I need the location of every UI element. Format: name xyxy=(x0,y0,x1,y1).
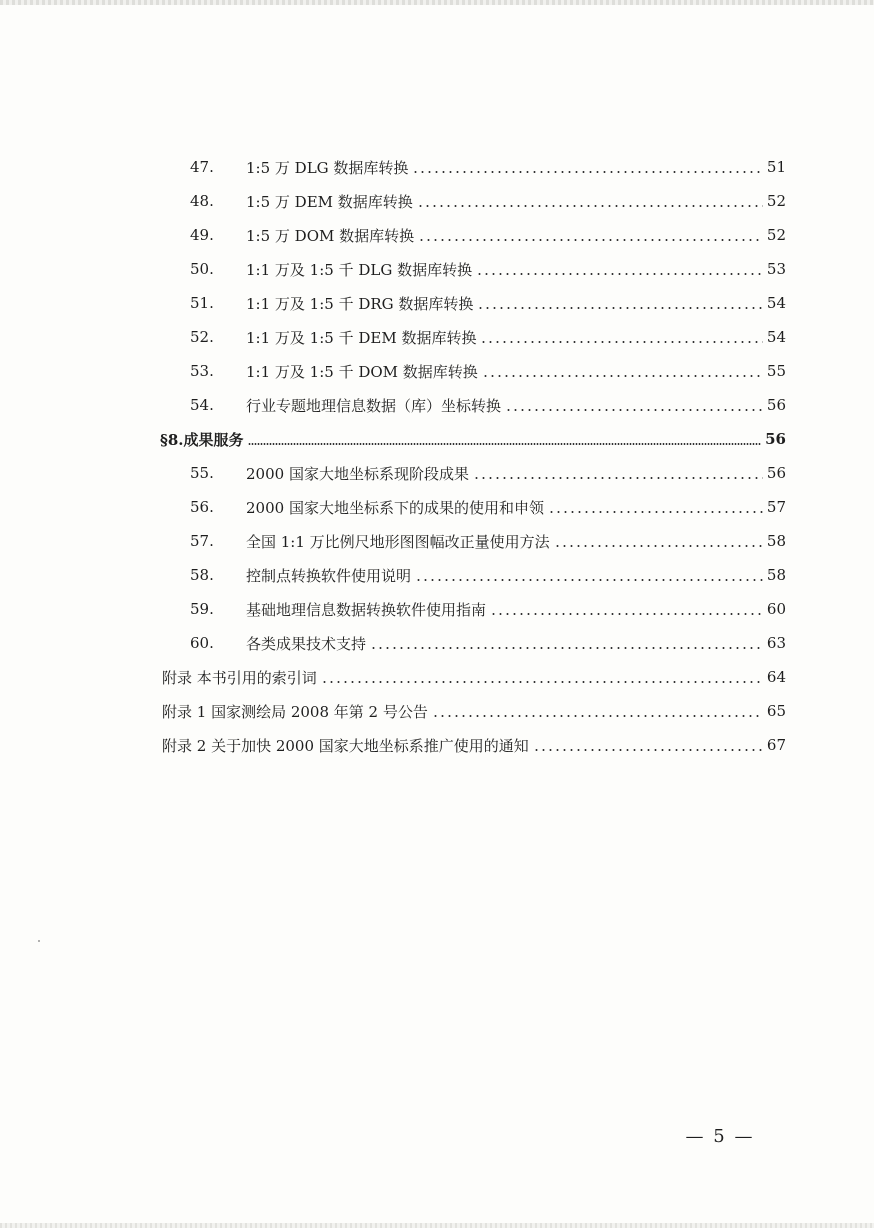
toc-entry-number: 58. xyxy=(190,566,214,584)
toc-entry-title: 各类成果技术支持 xyxy=(246,634,367,653)
toc-entry-number: 57. xyxy=(190,532,214,550)
toc-entry-title: 1:1 万及 1:5 千 DLG 数据库转换 xyxy=(246,260,473,279)
toc-entry-page: 55 xyxy=(766,362,786,380)
dot-leader xyxy=(432,715,763,717)
toc-entry-47[interactable] xyxy=(190,154,786,180)
toc-entry-number: 59. xyxy=(190,600,214,618)
toc-entry-page: 54 xyxy=(766,328,786,346)
toc-entry-title: 1:1 万及 1:5 千 DOM 数据库转换 xyxy=(246,362,478,381)
toc-entry-page: 54 xyxy=(766,294,786,312)
toc-entry-53[interactable] xyxy=(190,358,786,384)
toc-entry-48[interactable] xyxy=(190,188,786,214)
toc-entry-number: 52. xyxy=(190,328,214,346)
dot-leader xyxy=(490,613,763,615)
dot-leader xyxy=(554,545,763,547)
toc-entry-page: 67 xyxy=(766,736,786,754)
toc-entry-page: 60 xyxy=(766,600,786,618)
dot-leader xyxy=(482,375,763,377)
toc-entry-title: 1:5 万 DEM 数据库转换 xyxy=(246,192,413,211)
toc-entry-58[interactable] xyxy=(190,562,786,588)
toc-entry-57[interactable] xyxy=(190,528,786,554)
toc-entry-59[interactable] xyxy=(190,596,786,622)
toc-entry-page: 52 xyxy=(766,192,786,210)
toc-appendix-2[interactable] xyxy=(162,732,786,758)
toc-entry-page: 57 xyxy=(766,498,786,516)
toc-entry-page: 64 xyxy=(766,668,786,686)
toc-entry-title: 1:5 万 DOM 数据库转换 xyxy=(246,226,415,245)
toc-entry-50[interactable] xyxy=(190,256,786,282)
dot-leader xyxy=(477,307,762,309)
toc-entry-number: 54. xyxy=(190,396,214,414)
toc-entry-title: 1:1 万及 1:5 千 DEM 数据库转换 xyxy=(246,328,477,347)
toc-entry-page: 56 xyxy=(765,430,786,448)
toc-entry-number: 48. xyxy=(190,192,214,210)
toc-entry-52[interactable] xyxy=(190,324,786,350)
toc-entry-number: 60. xyxy=(190,634,214,652)
toc-entry-page: 65 xyxy=(766,702,786,720)
toc-entry-title: 2000 国家大地坐标系下的成果的使用和申领 xyxy=(246,498,544,517)
dot-leader xyxy=(321,681,763,683)
toc-entry-60[interactable] xyxy=(190,630,786,656)
dot-leader xyxy=(248,443,762,445)
toc-entry-title: 全国 1:1 万比例尺地形图图幅改正量使用方法 xyxy=(246,532,550,551)
dot-leader xyxy=(417,205,763,207)
dot-leader xyxy=(476,273,763,275)
toc-entry-title: 2000 国家大地坐标系现阶段成果 xyxy=(246,464,469,483)
toc-section-8[interactable] xyxy=(160,426,786,452)
toc-entry-page: 52 xyxy=(766,226,786,244)
toc-entry-55[interactable] xyxy=(190,460,786,486)
toc-appendix-title: 附录 2 关于加快 2000 国家大地坐标系推广使用的通知 xyxy=(162,736,529,755)
scan-edge-bottom xyxy=(0,1223,874,1228)
dot-leader xyxy=(412,171,762,173)
toc-entry-page: 53 xyxy=(766,260,786,278)
toc-entry-page: 56 xyxy=(766,464,786,482)
toc-entry-number: 56. xyxy=(190,498,214,516)
toc-section-title: §8.成果服务 xyxy=(160,430,244,449)
toc-appendix-index[interactable] xyxy=(162,664,786,690)
dot-leader xyxy=(533,749,763,751)
toc-entry-page: 58 xyxy=(766,566,786,584)
toc-entry-49[interactable] xyxy=(190,222,786,248)
toc-appendix-title: 附录 本书引用的索引词 xyxy=(162,668,317,687)
toc-entry-title: 基础地理信息数据转换软件使用指南 xyxy=(246,600,487,619)
toc-entry-page: 51 xyxy=(766,158,786,176)
toc-entry-number: 55. xyxy=(190,464,214,482)
toc-entry-page: 56 xyxy=(766,396,786,414)
toc-entry-51[interactable] xyxy=(190,290,786,316)
toc-entry-56[interactable] xyxy=(190,494,786,520)
toc-entry-title: 控制点转换软件使用说明 xyxy=(246,566,412,585)
toc-entry-number: 49. xyxy=(190,226,214,244)
toc-entry-number: 51. xyxy=(190,294,214,312)
toc-entry-number: 47. xyxy=(190,158,214,176)
dot-leader xyxy=(505,409,763,411)
toc-entry-title: 1:5 万 DLG 数据库转换 xyxy=(246,158,409,177)
dot-leader xyxy=(415,579,763,581)
scan-speck xyxy=(38,940,40,942)
toc-entry-number: 53. xyxy=(190,362,214,380)
dot-leader xyxy=(418,239,763,241)
toc-entry-54[interactable] xyxy=(190,392,786,418)
toc-entry-title: 1:1 万及 1:5 千 DRG 数据库转换 xyxy=(246,294,474,313)
dot-leader xyxy=(480,341,762,343)
toc-appendix-1[interactable] xyxy=(162,698,786,724)
toc-entry-number: 50. xyxy=(190,260,214,278)
dot-leader xyxy=(548,511,763,513)
page-number: — 5 — xyxy=(685,1126,755,1147)
dot-leader xyxy=(370,647,763,649)
toc-appendix-title: 附录 1 国家测绘局 2008 年第 2 号公告 xyxy=(162,702,428,721)
dot-leader xyxy=(473,477,763,479)
toc-entry-page: 63 xyxy=(766,634,786,652)
toc-entry-title: 行业专题地理信息数据（库）坐标转换 xyxy=(246,396,502,415)
scan-edge-top xyxy=(0,0,874,5)
toc-entry-page: 58 xyxy=(766,532,786,550)
